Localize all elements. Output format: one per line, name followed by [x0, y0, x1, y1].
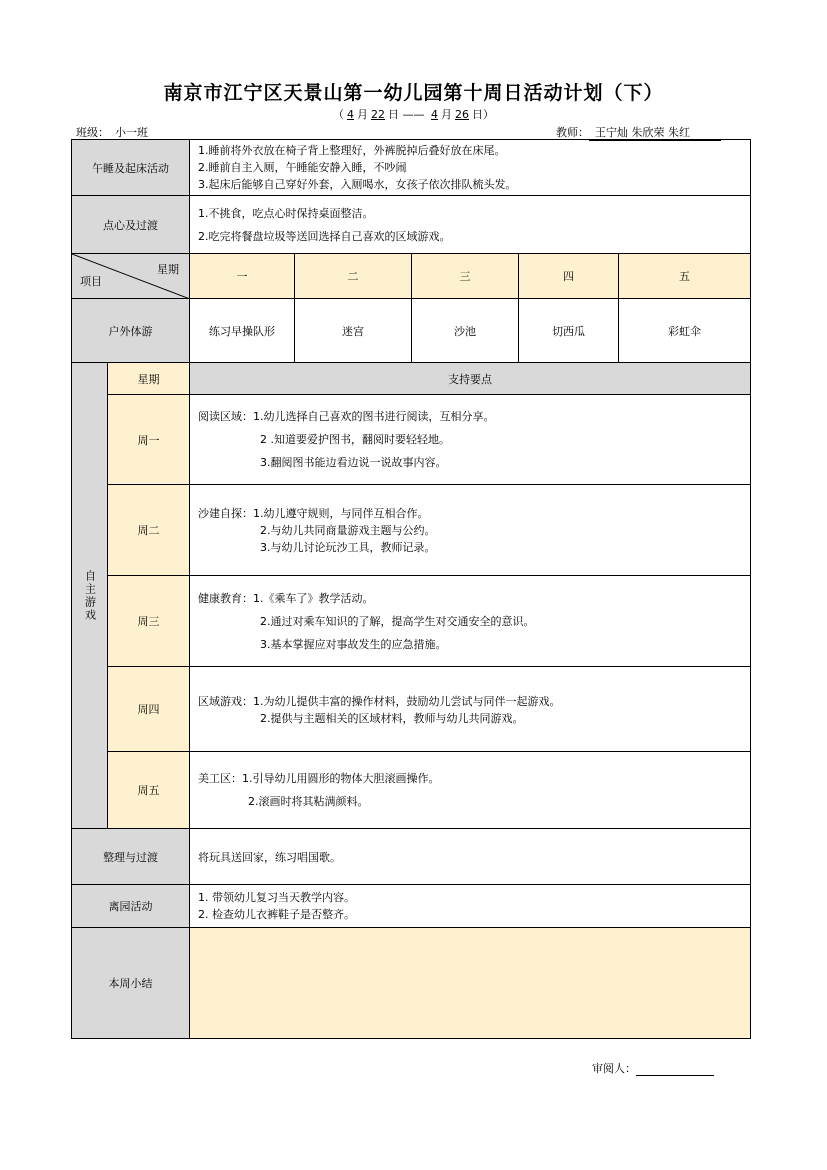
summary-content: [190, 928, 751, 1039]
outdoor-label: 户外体游: [72, 299, 190, 363]
snack-label: 点心及过渡: [72, 196, 190, 254]
free-play-label: 自主游戏: [72, 363, 108, 829]
summary-row: [72, 928, 751, 1039]
end-month: 4: [431, 108, 438, 121]
week-header-row: [72, 254, 751, 299]
leave-content: 1. 带领幼儿复习当天教学内容。 2. 检查幼儿衣裤鞋子是否整齐。: [190, 885, 751, 928]
tidy-label: 整理与过渡: [72, 829, 190, 885]
day-header-fri: 五: [619, 254, 751, 299]
start-month: 4: [347, 108, 354, 121]
day-header-thu: 四: [519, 254, 619, 299]
free-play-header-row: [72, 363, 751, 395]
page-title: 南京市江宁区天景山第一幼儿园第十周日活动计划（下）: [163, 82, 664, 104]
snack-row: [72, 196, 751, 254]
free-play-row: [72, 485, 751, 576]
free-play-day: 周五: [108, 752, 190, 829]
tidy-content: 将玩具送回家，练习唱国歌。: [190, 829, 751, 885]
activity-plan-table: [71, 139, 751, 1039]
free-play-points: 沙建自探：1.幼儿遵守规则，与同伴互相合作。 2.与幼儿共同商量游戏主题与公约。 3.与幼儿讨论玩沙工具，教师记录。: [190, 485, 751, 576]
free-play-row: [72, 752, 751, 829]
leave-label: 离园活动: [72, 885, 190, 928]
free-play-points: 区域游戏：1.为幼儿提供丰富的操作材料，鼓励幼儿尝试与同伴一起游戏。 2.提供与主题相关的区域材料，教师与幼儿共同游戏。: [190, 667, 751, 752]
corner-item-label: 项目: [80, 275, 102, 288]
outdoor-activity-thu: 切西瓜: [519, 299, 619, 363]
reviewer-signature-line: [636, 1063, 714, 1076]
teacher-value: 王宁灿 朱欣荣 朱红: [589, 124, 721, 141]
outdoor-activity-fri: 彩虹伞: [619, 299, 751, 363]
day-header-wed: 三: [412, 254, 519, 299]
free-play-day: 周三: [108, 576, 190, 667]
start-day: 22: [371, 108, 385, 121]
free-play-points: 阅读区域：1.幼儿选择自己喜欢的图书进行阅读，互相分享。 2 .知道要爱护图书，翻阅时要轻轻地。 3.翻阅图书能边看边说一说故事内容。: [190, 395, 751, 485]
day-header-tue: 二: [295, 254, 412, 299]
teacher-info: 教师： 王宁灿 朱欣荣 朱红: [556, 124, 721, 141]
summary-label: 本周小结: [72, 928, 190, 1039]
corner-day-label: 星期: [157, 263, 179, 276]
free-play-points: 美工区：1.引导幼儿用圆形的物体大胆滚画操作。 2.滚画时将其粘满颜料。: [190, 752, 751, 829]
free-play-col-day: 星期: [108, 363, 190, 395]
free-play-row: [72, 576, 751, 667]
free-play-day: 周一: [108, 395, 190, 485]
day-header-mon: 一: [190, 254, 295, 299]
outdoor-row: [72, 299, 751, 363]
nap-content: 1.睡前将外衣放在椅子背上整理好，外裤脱掉后叠好放在床尾。 2.睡前自主入厕，午睡能安静入睡，不吵闹 3.起床后能够自己穿好外套，入厕喝水，女孩子依次排队梳头发。: [190, 140, 751, 196]
free-play-points: 健康教育：1.《乘车了》教学活动。 2.通过对乘车知识的了解，提高学生对交通安全的意识。 3.基本掌握应对事故发生的应急措施。: [190, 576, 751, 667]
end-day: 26: [455, 108, 469, 121]
leave-row: [72, 885, 751, 928]
class-value: 小一班: [109, 124, 181, 141]
nap-label: 午睡及起床活动: [72, 140, 190, 196]
reviewer-signature: 审阅人：: [592, 1060, 714, 1076]
nap-row: [72, 140, 751, 196]
outdoor-activity-mon: 练习早操队形: [190, 299, 295, 363]
class-info: 班级： 小一班: [76, 124, 181, 141]
free-play-row: [72, 667, 751, 752]
date-range: （ 4 月 22 日 —— 4 月 26 日）: [333, 108, 494, 121]
snack-content: 1.不挑食，吃点心时保持桌面整洁。 2.吃完将餐盘垃圾等送回选择自己喜欢的区域游戏。: [190, 196, 751, 254]
week-corner-cell: [72, 254, 190, 299]
free-play-col-points: 支持要点: [190, 363, 751, 395]
free-play-day: 周二: [108, 485, 190, 576]
free-play-row: [72, 395, 751, 485]
outdoor-activity-wed: 沙池: [412, 299, 519, 363]
tidy-row: [72, 829, 751, 885]
outdoor-activity-tue: 迷宫: [295, 299, 412, 363]
free-play-day: 周四: [108, 667, 190, 752]
